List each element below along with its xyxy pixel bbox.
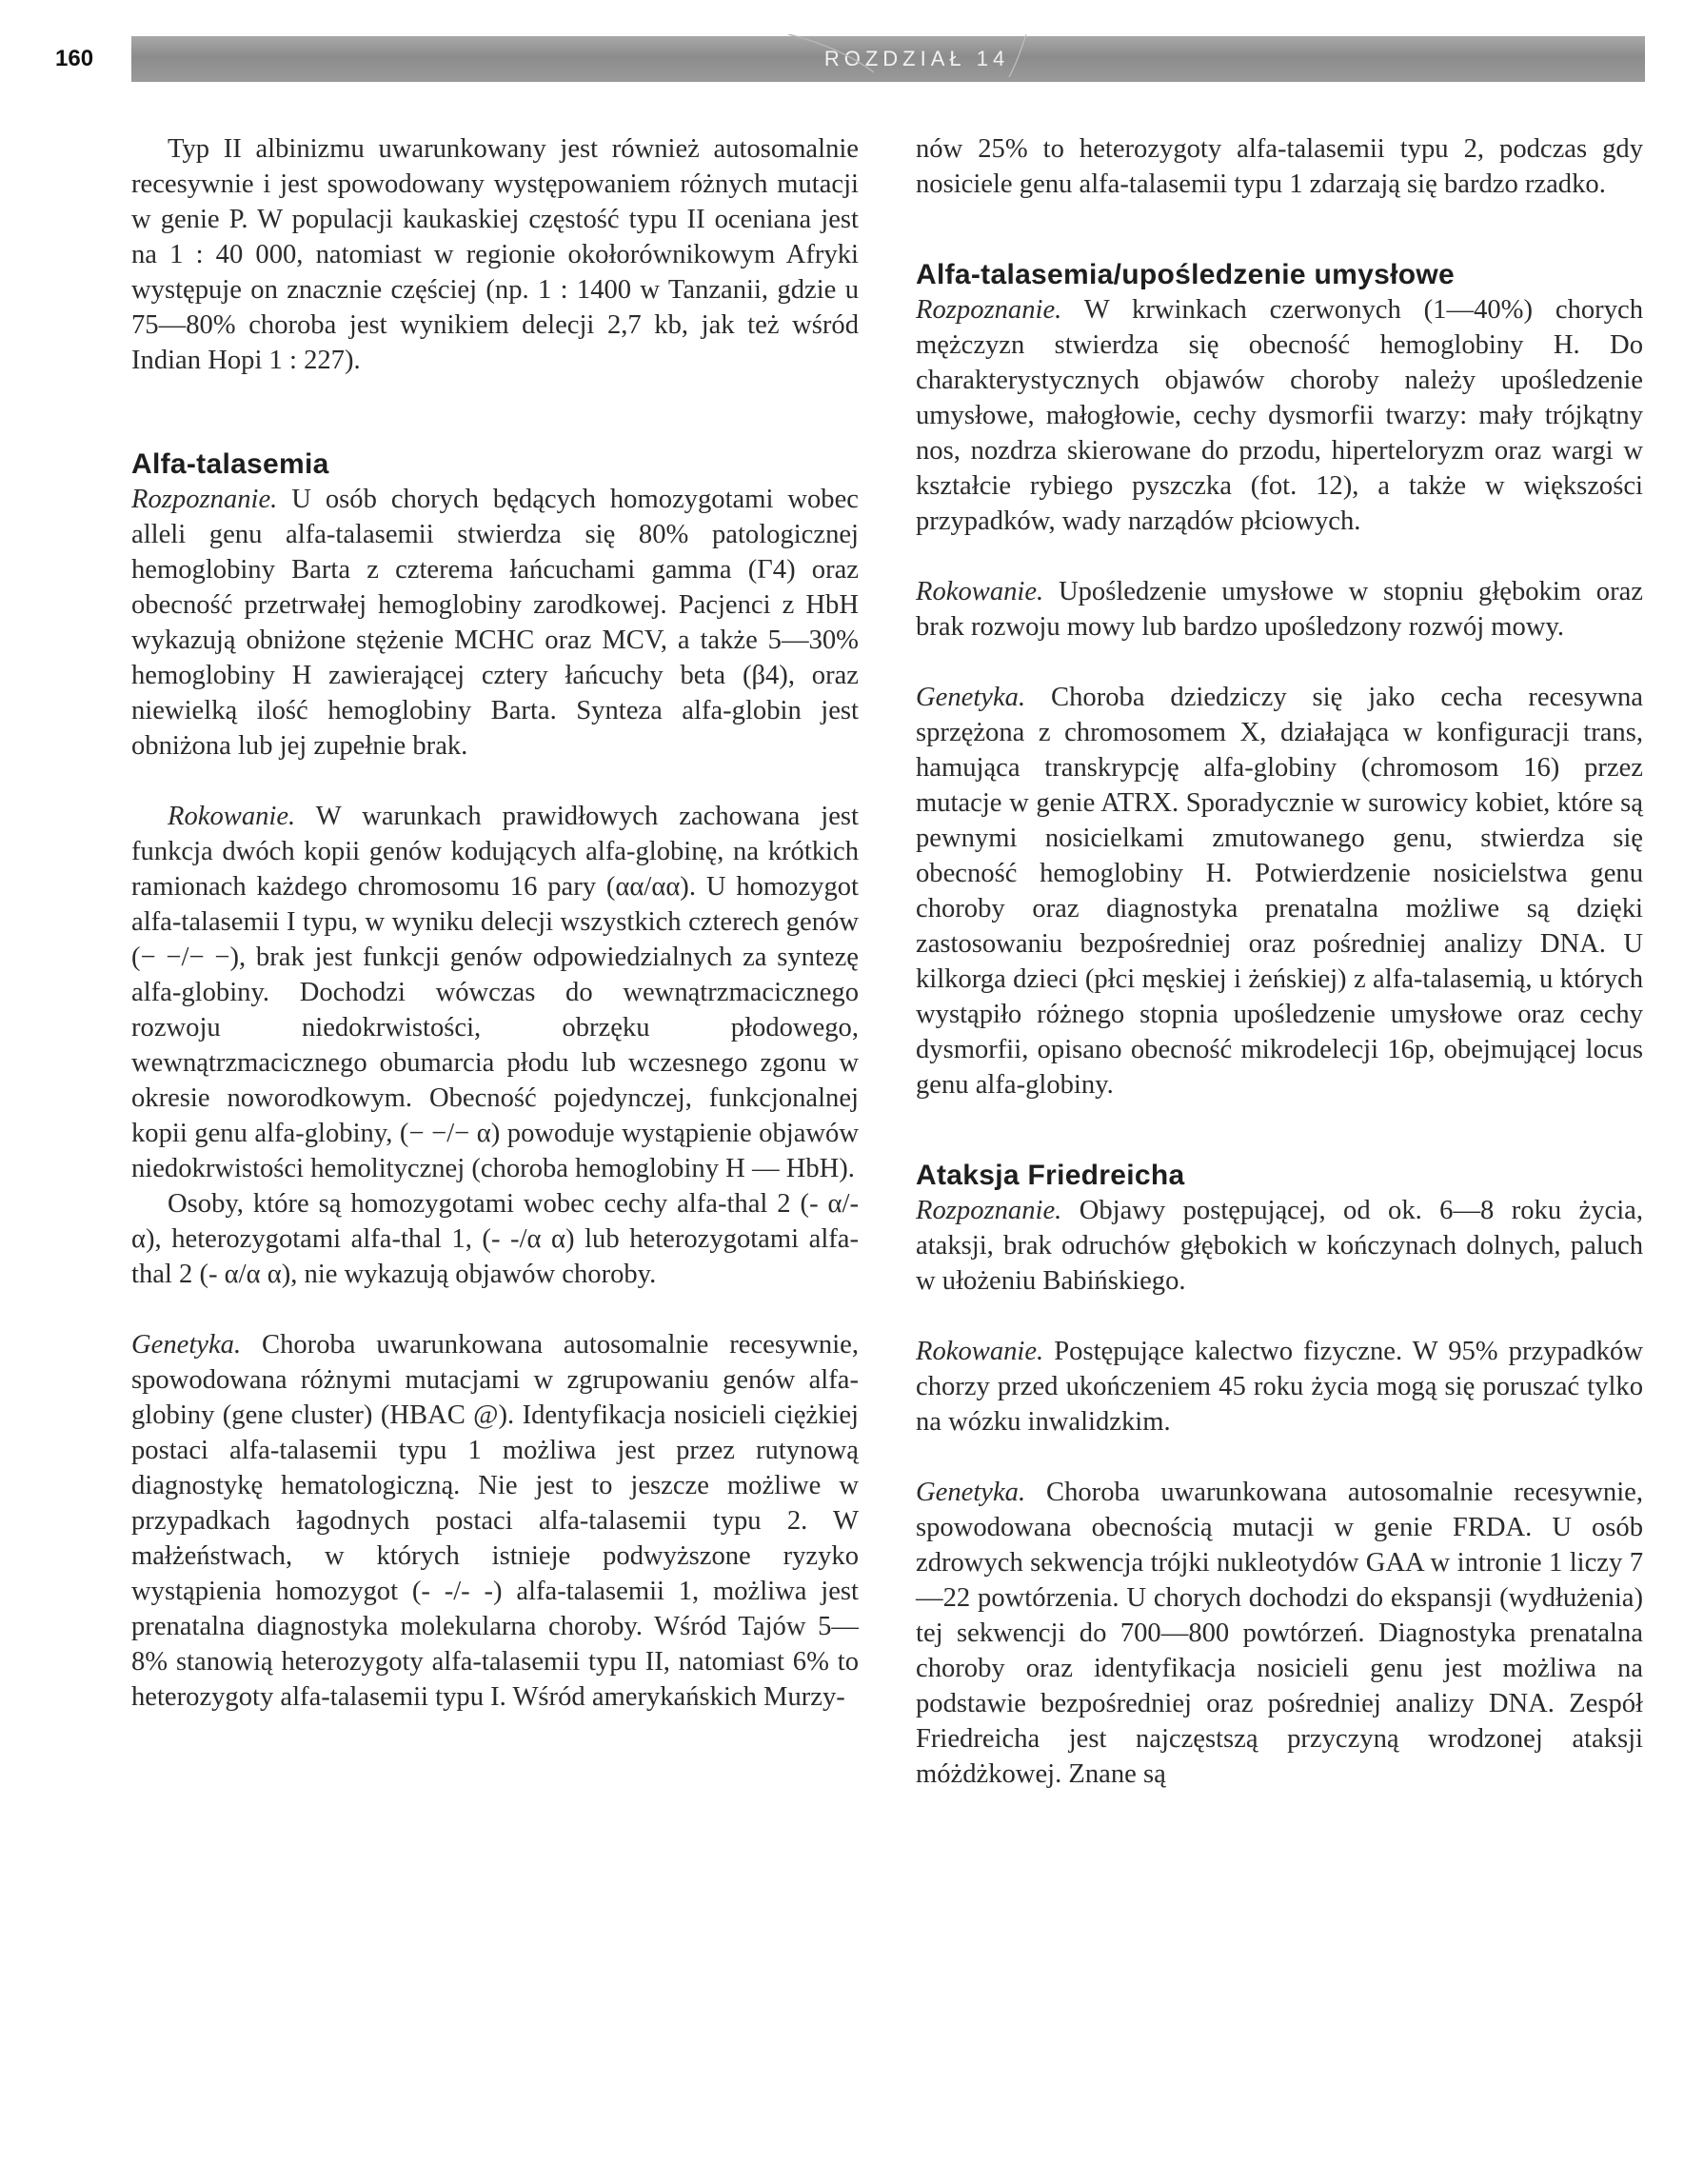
alfa-rokowanie-paragraph (131, 799, 859, 1186)
genetyka-label: Genetyka. (916, 1478, 1026, 1507)
page-fold-curve-icon (788, 34, 1036, 91)
rozpoznanie-text: Objawy postępującej, od ok. 6—8 roku życia, ataksji, brak odruchów głębokich w kończynach dolnych, paluch w ułożeniu Babińskiego. (916, 1196, 1643, 1296)
page-number: 160 (55, 46, 94, 71)
rokowanie-text: W warunkach prawidłowych zachowana jest funkcja dwóch kopii genów kodujących alfa-globinę, na krótkich ramionach każdego chromosomu 16 pary (αα/αα). U homozygot alfa-talasemii I typu, w wyniku delecji wszystkich czterech genów (− −/− −), brak jest funkcji genów odpowiedzialnych za syntezę alfa-globiny. Dochodzi wówczas do wewnątrzmacicznego rozwoju niedokrwistości, obrzęku płodowego, wewnątrzmacicznego obumarcia płodu lub wczesnego zgonu w okresie noworodkowym. Obecność pojedynczej, funkcjonalnej kopii genu alfa-globiny, (− −/− α) powoduje wystąpienie objawów niedokrwistości hemolitycznej (choroba hemoglobiny H — HbH). (131, 802, 859, 1183)
chapter-title: ROZDZIAŁ 14 (823, 47, 1010, 70)
genetyka-label: Genetyka. (131, 1330, 242, 1360)
atrx-rozpoznanie-paragraph (916, 292, 1643, 539)
ataksja-rokowanie-paragraph (916, 1334, 1643, 1439)
genetyka-label: Genetyka. (916, 683, 1026, 712)
rokowanie-label: Rokowanie. (916, 577, 1044, 606)
ataksja-heading: Ataksja Friedreicha (916, 1160, 1185, 1191)
alfa-talasemia-heading: Alfa-talasemia (131, 448, 329, 480)
atrx-rokowanie-paragraph (916, 574, 1643, 645)
upośledzenie-heading: Alfa-talasemia/upośledzenie umysłowe (916, 259, 1455, 290)
atrx-genetyka-paragraph (916, 680, 1643, 1102)
alfa-rozpoznanie-paragraph (131, 482, 859, 764)
left-column (131, 131, 859, 1715)
ataksja-genetyka-paragraph (916, 1475, 1643, 1792)
rozpoznanie-label: Rozpoznanie. (131, 485, 278, 514)
genetyka-text: Choroba dziedziczy się jako cecha recesywna sprzężona z chromosomem X, działająca w konfiguracji trans, hamująca transkrypcję alfa-globiny (chromosom 16) przez mutacje w genie ATRX. Sporadycznie w surowicy kobiet, które są pewnymi nosicielkami zmutowanego genu, stwierdza się obecność hemoglobiny H. Potwierdzenie nosicielstwa genu choroby oraz diagnostyka prenatalna możliwe są dzięki zastosowaniu bezpośredniej oraz pośredniej analizy DNA. U kilkorga dzieci (płci męskiej i żeńskiej) z alfa-talasemią, u których wystąpiło różnego stopnia upośledzenie umysłowe oraz cechy dysmorfii, opisano obecność mikrodelecji 16p, obejmującej locus genu alfa-globiny. (916, 683, 1643, 1100)
continued-paragraph: nów 25% to heterozygoty alfa-talasemii typu 2, podczas gdy nosiciele genu alfa-talasemii typu 1 zdarzają się bardzo rzadko. (916, 134, 1643, 199)
right-column (916, 131, 1643, 1792)
ataksja-rozpoznanie-paragraph (916, 1193, 1643, 1299)
rokowanie-label: Rokowanie. (168, 802, 296, 831)
genetyka-text: Choroba uwarunkowana autosomalnie recesywnie, spowodowana obecnością mutacji w genie FRDA. U osób zdrowych sekwencja trójki nukleotydów GAA w intronie 1 liczy 7—22 powtórzenia. U chorych dochodzi do ekspansji (wydłużenia) tej sekwencji do 700—800 powtórzeń. Diagnostyka prenatalna choroby oraz identyfikacja nosicieli genu jest możliwa na podstawie bezpośredniej oraz pośredniej analizy DNA. Zespół Friedreicha jest najczęstszą przyczyną wrodzonej ataksji móżdżkowej. Znane są (916, 1478, 1643, 1789)
genetyka-text: Choroba uwarunkowana autosomalnie recesywnie, spowodowana różnymi mutacjami w zgrupowaniu genów alfa-globiny (gene cluster) (HBAC @). Identyfikacja nosicieli ciężkiej postaci alfa-talasemii typu 1 możliwa jest przez rutynową diagnostykę hematologiczną. Nie jest to jeszcze możliwe w przypadkach łagodnych postaci alfa-talasemii typu 2. W małżeństwach, w których istnieje podwyższone ryzyko wystąpienia homozygot (- -/- -) alfa-talasemii 1, możliwa jest prenatalna diagnostyka molekularna choroby. Wśród Tajów 5—8% stanowią heterozygoty alfa-talasemii typu II, natomiast 6% to heterozygoty alfa-talasemii typu I. Wśród amerykańskich Murzy- (131, 1330, 859, 1712)
rokowanie-text: Upośledzenie umysłowe w stopniu głębokim oraz brak rozwoju mowy lub bardzo upośledzony rozwój mowy. (916, 577, 1643, 642)
rozpoznanie-text: W krwinkach czerwonych (1—40%) chorych mężczyzn stwierdza się obecność hemoglobiny H. Do charakterystycznych objawów choroby należy upośledzenie umysłowe, małogłowie, cechy dysmorfii twarzy: mały trójkątny nos, nozdrza skierowane do przodu, hiperteloryzm oraz wargi w kształcie rybiego pyszczka (fot. 12), a także w większości przypadków, wady narządów płciowych. (916, 295, 1643, 536)
rokowanie-label: Rokowanie. (916, 1337, 1044, 1366)
rozpoznanie-label: Rozpoznanie. (916, 1196, 1062, 1225)
rokowanie-text: Postępujące kalectwo fizyczne. W 95% przypadków chorzy przed ukończeniem 45 roku życia mogą się poruszać tylko na wózku inwalidzkim. (916, 1337, 1643, 1437)
alfa-genetyka-paragraph (131, 1327, 859, 1715)
running-header (55, 34, 1645, 86)
rozpoznanie-label: Rozpoznanie. (916, 295, 1062, 325)
rozpoznanie-text: U osób chorych będących homozygotami wobec alleli genu alfa-talasemii stwierdza się 80% patologicznej hemoglobiny Barta z czterema łańcuchami gamma (Γ4) oraz obecność przetrwałej hemoglobiny zarodkowej. Pacjenci z HbH wykazują obniżone stężenie MCHC oraz MCV, a także 5—30% hemoglobiny H zawierającej cztery łańcuchy beta (β4), oraz niewielką ilość hemoglobiny Barta. Synteza alfa-globin jest obniżona lub jej zupełnie brak. (131, 485, 859, 761)
alfa-osoby-paragraph: Osoby, które są homozygotami wobec cechy alfa-thal 2 (- α/- α), heterozygotami alfa-thal 1, (- -/α α) lub heterozygotami alfa-thal 2 (- α/α α), nie wykazują objawów choroby. (131, 1189, 859, 1289)
albinism-paragraph: Typ II albinizmu uwarunkowany jest również autosomalnie recesywnie i jest spowodowany występowaniem różnych mutacji w genie P. W populacji kaukaskiej częstość typu II oceniana jest na 1 : 40 000, natomiast w regionie okołorównikowym Afryki występuje on znacznie częściej (np. 1 : 1400 w Tanzanii, gdzie u 75—80% choroba jest wynikiem delecji 2,7 kb, jak też wśród Indian Hopi 1 : 227). (131, 134, 859, 375)
